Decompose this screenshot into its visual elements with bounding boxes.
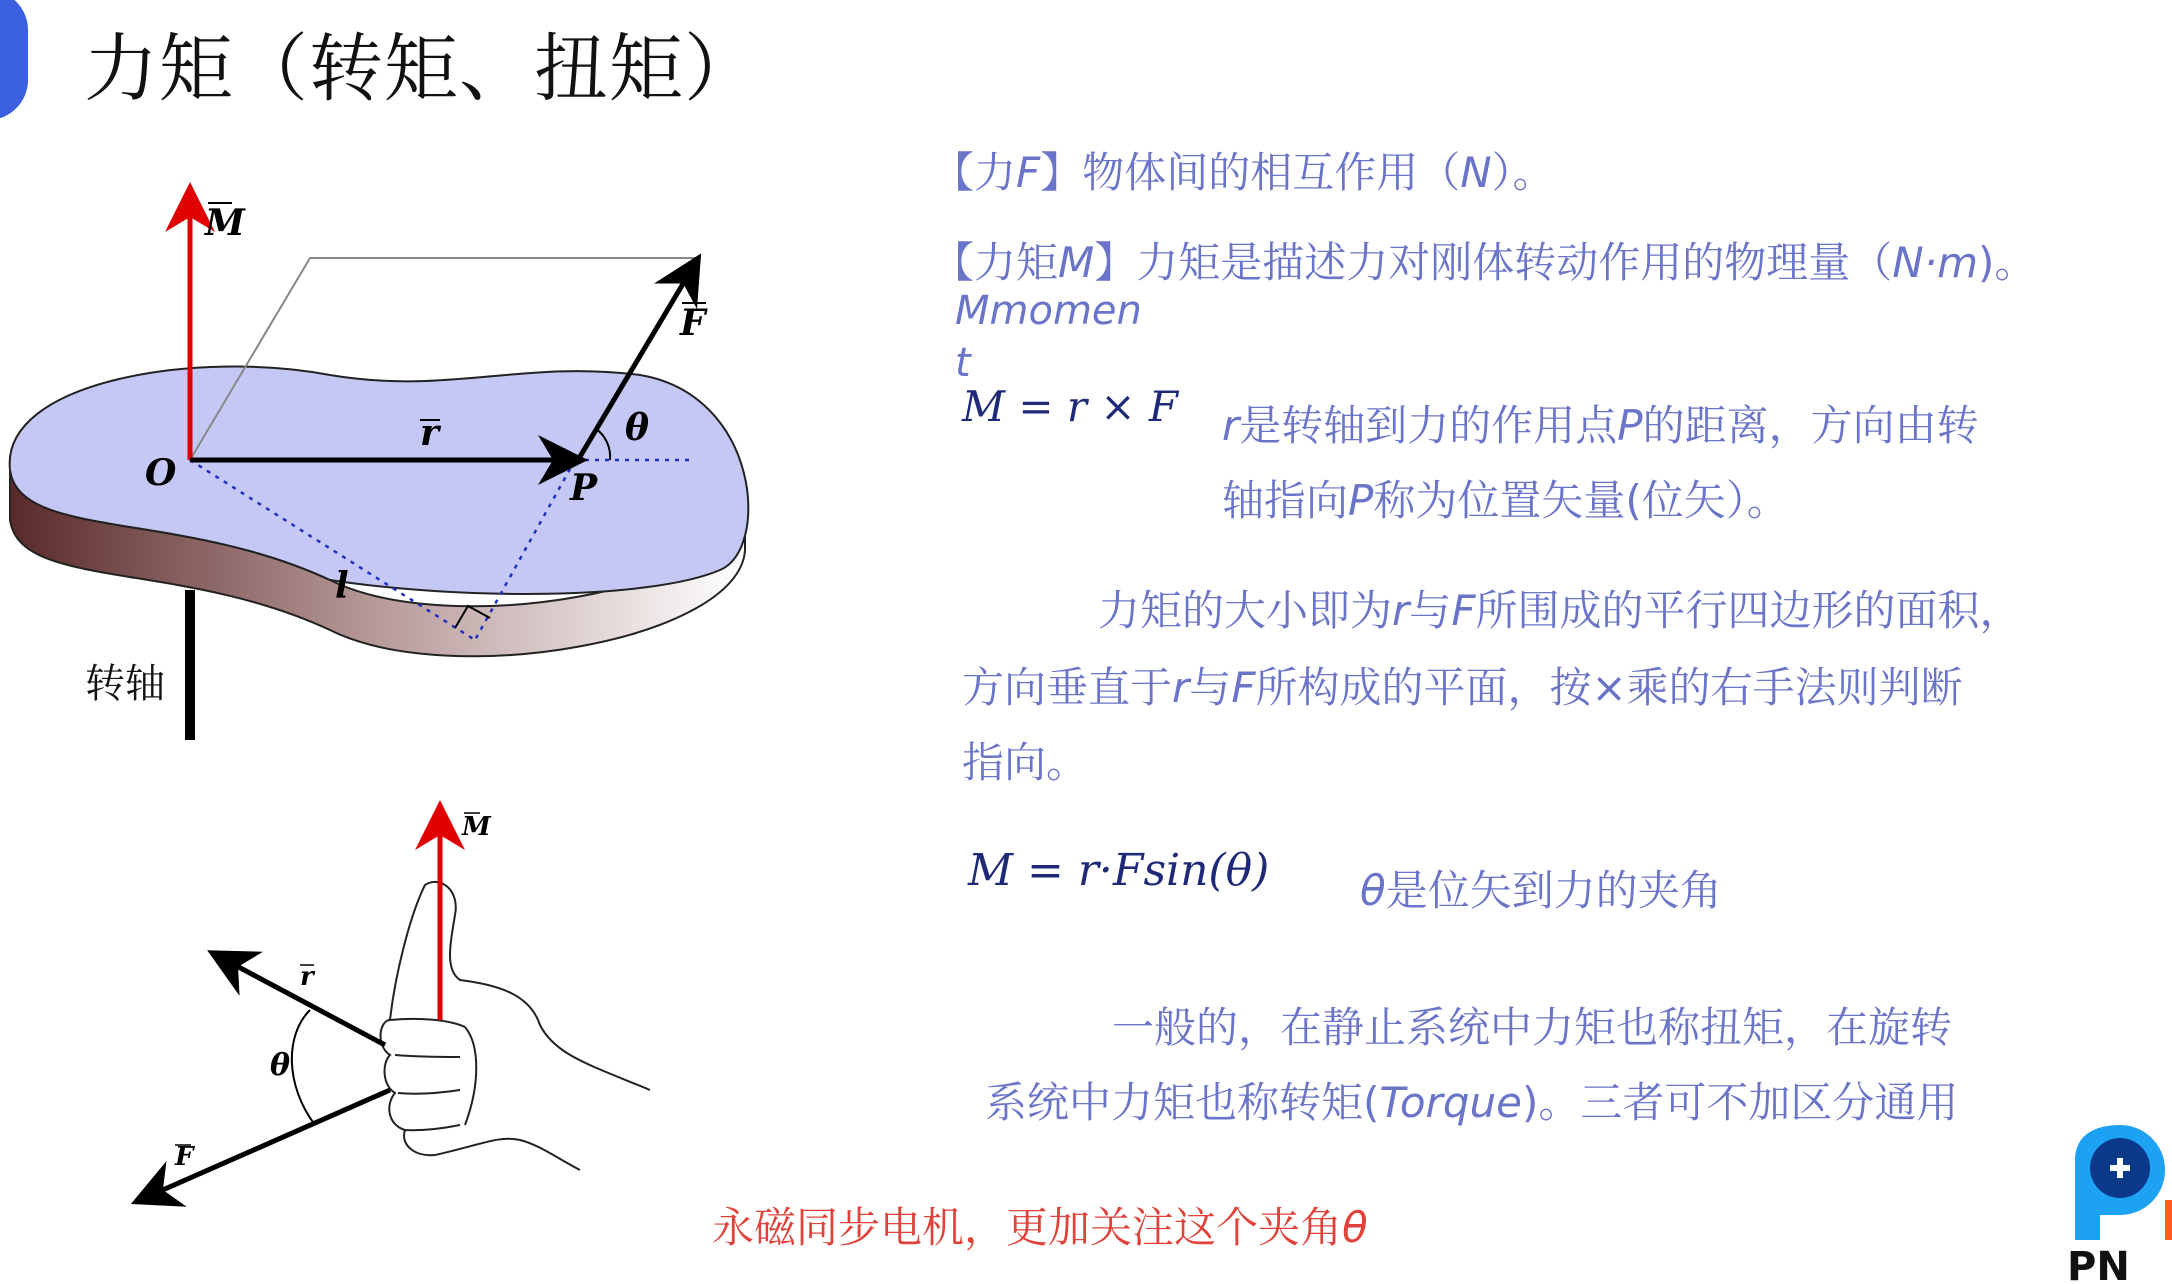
general-line2: 系统中力矩也称转矩(Torque)。三者可不加区分通用: [985, 1078, 1959, 1127]
right-hand-rule-diagram: [120, 795, 680, 1215]
magnitude-formula: M = r·Fsin(θ): [968, 845, 1270, 896]
brand-logo: [2065, 1120, 2172, 1284]
general-line1: 一般的，在静止系统中力矩也称扭矩，在旋转: [1112, 1003, 1953, 1052]
magnitude-paragraph-line3: 指向。: [962, 738, 1089, 787]
hand-label-r: r: [300, 962, 314, 992]
hand-theta-arc: [292, 1010, 315, 1125]
label-l: l: [335, 565, 349, 607]
label-M: M: [205, 202, 245, 244]
magnitude-paragraph-line2: 方向垂直于r与F所构成的平面，按×乘的右手法则判断: [962, 663, 1963, 712]
r-description-line1: r是转轴到力的作用点P的距离，方向由转: [1222, 401, 1979, 450]
torque-disk-diagram: [0, 170, 760, 750]
label-r: r: [420, 412, 439, 454]
hand-label-M: M: [462, 812, 491, 842]
accent-tab: [0, 0, 28, 120]
magnitude-paragraph-line1: 力矩的大小即为r与F所围成的平行四边形的面积，: [1098, 586, 2022, 635]
moment-definition: 【力矩M】力矩是描述力对刚体转动作用的物理量（N·m)。: [932, 238, 2037, 287]
force-definition: 【力F】物体间的相互作用（N）。: [932, 148, 1555, 197]
red-note: 永磁同步电机，更加关注这个夹角θ: [712, 1203, 1368, 1252]
label-O: O: [145, 452, 177, 494]
hand-outline: [381, 882, 650, 1170]
hand-label-F: F: [175, 1142, 194, 1172]
label-theta: θ: [625, 407, 650, 449]
label-F: F: [680, 302, 706, 344]
logo-text: PN: [2067, 1244, 2130, 1284]
page-title: 力矩（转矩、扭矩）: [84, 26, 759, 112]
cross-product-formula: M = r × F: [962, 382, 1179, 431]
label-P: P: [570, 467, 598, 509]
moment-note-line2: t: [955, 340, 971, 386]
hand-label-theta: θ: [270, 1048, 291, 1083]
r-description-line2: 轴指向P称为位置矢量(位矢）。: [1222, 476, 1789, 525]
theta-description: θ是位矢到力的夹角: [1360, 866, 1722, 915]
moment-note-line1: Mmomen: [955, 288, 1142, 334]
label-axis: 转轴: [85, 661, 165, 707]
